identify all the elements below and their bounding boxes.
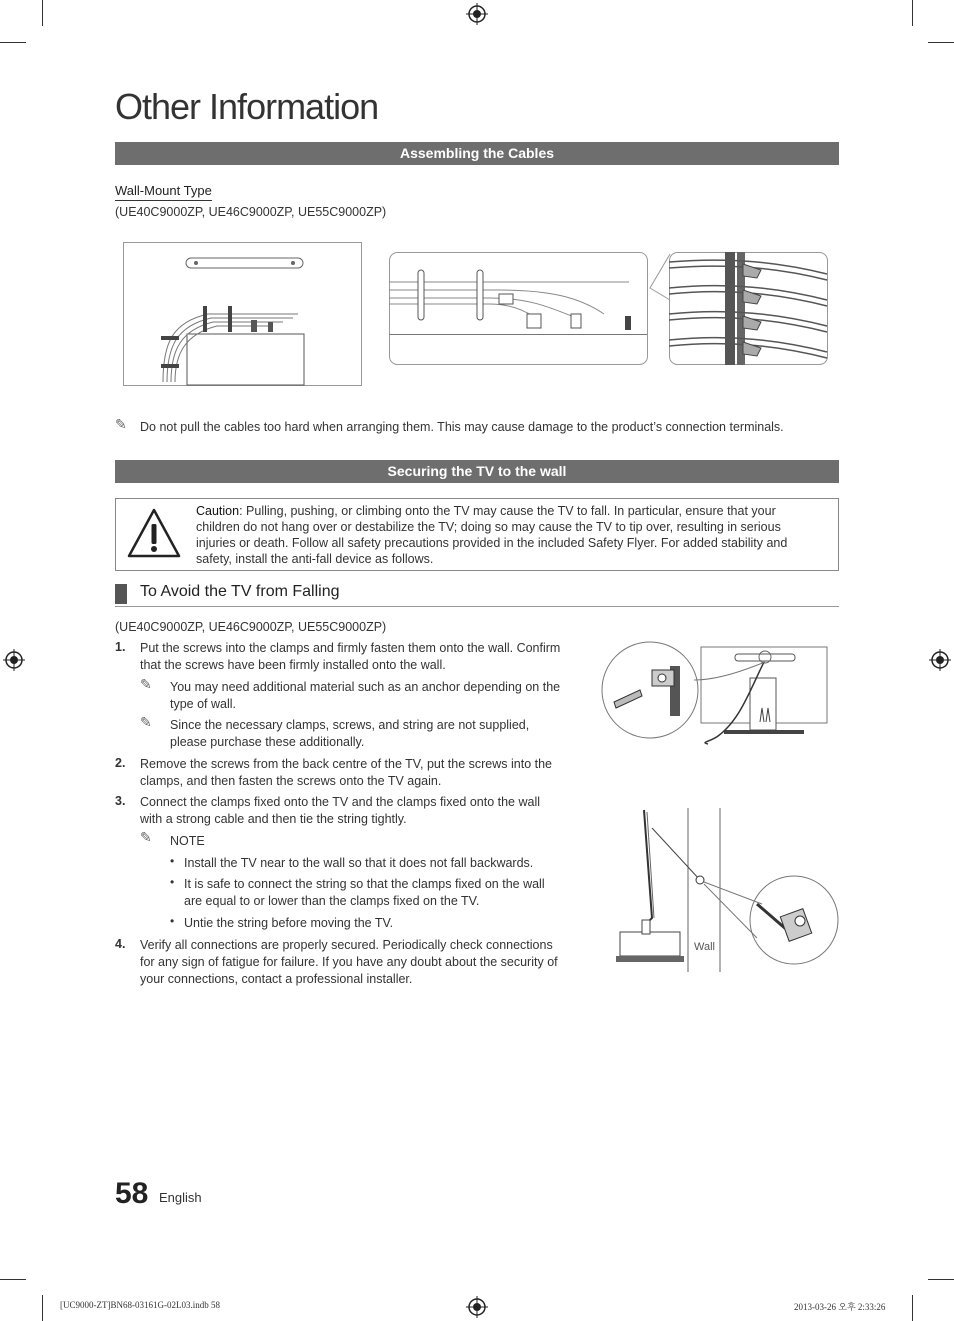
model-list: (UE40C9000ZP, UE46C9000ZP, UE55C9000ZP) (115, 620, 387, 634)
pencil-icon: ✎ (115, 416, 127, 432)
section-bar-assembling-cables: Assembling the Cables (115, 142, 839, 165)
registration-mark-icon (466, 1296, 488, 1318)
step-number: 4. (115, 937, 126, 951)
crop-mark (42, 1295, 43, 1321)
crop-mark (42, 0, 43, 26)
heading-marker (115, 584, 127, 604)
step-text: Verify all connections are properly secured. Periodically check connections for any sign of fatigue for failure. If you have any doubt about the security of your connections, contact a professional installer. (140, 938, 558, 986)
subsection-label: Wall-Mount Type (115, 183, 212, 201)
section-heading: To Avoid the TV from Falling (140, 583, 340, 600)
step-number: 2. (115, 756, 126, 770)
crop-mark (928, 1279, 954, 1280)
bullet-text: It is safe to connect the string so that the clamps fixed on the wall are equal to or lower than the clamps fixed on the TV. (184, 877, 545, 908)
caution-label: Caution (196, 504, 240, 518)
step-text: Put the screws into the clamps and firmly fasten them onto the wall. Confirm that the screws have been firmly installed onto the wall. (140, 641, 561, 672)
bullet-text: Install the TV near to the wall so that it does not fall backwards. (184, 856, 534, 870)
bullet-icon: • (170, 875, 175, 889)
bullet-text: Untie the string before moving the TV. (184, 916, 394, 930)
crop-mark (0, 1279, 26, 1280)
model-list: (UE40C9000ZP, UE46C9000ZP, UE55C9000ZP) (115, 205, 387, 219)
bullet-icon: • (170, 854, 175, 868)
language-label: English (159, 1190, 202, 1205)
crop-mark (928, 42, 954, 43)
caution-body: : Pulling, pushing, or climbing onto the TV may cause the TV to fall. In particular, ensure that your children do not hang over or destabilize the TV; doing so may cause the TV to tip over, resulting in serious injuries or death. Follow all safety precautions provided in the included Safety Flyer. For added stability and safety, install the anti-fall device as follows. (196, 504, 788, 566)
step-number: 3. (115, 794, 126, 808)
crop-mark (0, 42, 26, 43)
footer-filename: [UC9000-ZT]BN68-03161G-02L03.indb 58 (60, 1300, 220, 1310)
caution-text (196, 503, 816, 567)
pencil-icon: ✎ (140, 676, 152, 692)
registration-mark-icon (466, 3, 488, 25)
pencil-icon: ✎ (140, 829, 152, 845)
step-text: Remove the screws from the back centre of the TV, put the screws into the clamps, and then fasten the screws onto the TV again. (140, 757, 553, 788)
note-text: Do not pull the cables too hard when arranging them. This may cause damage to the product’s connection terminals. (140, 420, 784, 434)
footer-timestamp: 2013-03-26 오후 2:33:26 (794, 1302, 886, 1312)
note-text: You may need additional material such as an anchor depending on the type of wall. (170, 680, 561, 711)
step-number: 1. (115, 640, 126, 654)
registration-mark-icon (3, 649, 25, 671)
tv-wall-side-illustration (612, 808, 842, 974)
wall-label: Wall (694, 941, 715, 953)
bullet-icon: • (170, 914, 175, 928)
pencil-icon: ✎ (140, 714, 152, 730)
registration-mark-icon (929, 649, 951, 671)
page-title: Other Information (115, 86, 379, 127)
step-text: Connect the clamps fixed onto the TV and the clamps fixed onto the wall with a strong cable and then tie the string tightly. (140, 795, 540, 826)
cable-assembly-illustration (123, 242, 363, 387)
heading-rule (115, 606, 839, 607)
cable-detail-illustration (389, 252, 649, 366)
cable-clip-closeup-illustration (669, 252, 829, 366)
crop-mark (912, 0, 913, 26)
note-text: Since the necessary clamps, screws, and string are not supplied, please purchase these additionally. (170, 718, 530, 749)
page-number: 58 (115, 1177, 149, 1210)
section-bar-securing-tv: Securing the TV to the wall (115, 460, 839, 483)
warning-triangle-icon (126, 507, 182, 559)
crop-mark (912, 1295, 913, 1321)
note-label: NOTE (170, 834, 205, 848)
tv-clamp-illustration (600, 640, 840, 752)
